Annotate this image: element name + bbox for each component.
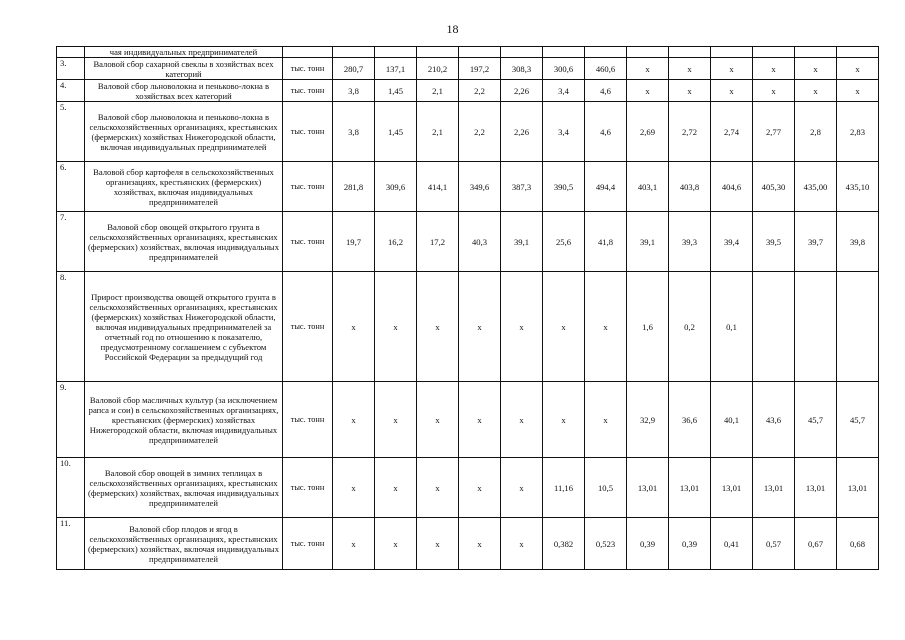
row-value: 494,4 [585, 162, 627, 212]
row-indicator-name: Прирост производства овощей открытого грунта в сельскохозяйственных организациях, крестьянских (фермерских) хозяйствах Нижегородской области, включая индивидуальных предпринимателей за отчетный год по отношению к показателю, предусмотренному соглашением с субъектом Российской Федерации за предыдущий год [85, 272, 283, 382]
row-value: 460,6 [585, 58, 627, 80]
row-value: 2,26 [501, 80, 543, 102]
row-indicator-name: Валовой сбор сахарной свеклы в хозяйствах всех категорий [85, 58, 283, 80]
row-value: 2,26 [501, 102, 543, 162]
row-value: 309,6 [375, 162, 417, 212]
row-value: 41,8 [585, 212, 627, 272]
row-value: 43,6 [753, 382, 795, 458]
continuation-num-cell [57, 47, 85, 58]
row-value: x [333, 518, 375, 570]
row-value: 308,3 [501, 58, 543, 80]
row-value: 405,30 [753, 162, 795, 212]
row-value: 390,5 [543, 162, 585, 212]
row-value: 13,01 [795, 458, 837, 518]
row-value [753, 272, 795, 382]
row-indicator-name: Валовой сбор льноволокна и пеньково-локна в сельскохозяйственных организациях, крестьянских (фермерских) хозяйствах Нижегородской области, включая индивидуальных предпринимателей [85, 102, 283, 162]
row-value: x [417, 272, 459, 382]
row-value: 40,3 [459, 212, 501, 272]
row-value: x [543, 272, 585, 382]
row-indicator-name: Валовой сбор масличных культур (за исключением рапса и сои) в сельскохозяйственных организациях, крестьянских (фермерских) хозяйствах Нижегородской области, включая индивидуальных предпринимателей [85, 382, 283, 458]
row-value: x [333, 458, 375, 518]
row-value: 435,00 [795, 162, 837, 212]
page-number: 18 [446, 22, 459, 36]
row-value: 1,6 [627, 272, 669, 382]
row-value: 4,6 [585, 102, 627, 162]
row-value: 2,77 [753, 102, 795, 162]
row-value: x [501, 518, 543, 570]
row-value: x [795, 80, 837, 102]
row-value: x [417, 382, 459, 458]
table-row [57, 162, 879, 212]
row-value: 403,8 [669, 162, 711, 212]
row-unit: тыс. тонн [283, 162, 333, 212]
row-number: 10. [57, 458, 85, 518]
row-value: 197,2 [459, 58, 501, 80]
row-number: 8. [57, 272, 85, 382]
row-value: 1,45 [375, 80, 417, 102]
row-number: 9. [57, 382, 85, 458]
row-unit: тыс. тонн [283, 212, 333, 272]
row-unit: тыс. тонн [283, 272, 333, 382]
row-unit: тыс. тонн [283, 80, 333, 102]
row-value: x [501, 382, 543, 458]
row-value: 280,7 [333, 58, 375, 80]
table-row [57, 102, 879, 162]
row-value: x [711, 80, 753, 102]
row-value: 2,2 [459, 102, 501, 162]
row-indicator-name: Валовой сбор льноволокна и пеньково-локна в хозяйствах всех категорий [85, 80, 283, 102]
row-value: x [585, 272, 627, 382]
row-value: 10,5 [585, 458, 627, 518]
row-value: 414,1 [417, 162, 459, 212]
row-value: 11,16 [543, 458, 585, 518]
row-unit: тыс. тонн [283, 518, 333, 570]
continuation-name-cell: чая индивидуальных предпринимателей [85, 47, 283, 58]
row-unit: тыс. тонн [283, 458, 333, 518]
row-value: x [711, 58, 753, 80]
row-value: 39,7 [795, 212, 837, 272]
row-unit: тыс. тонн [283, 382, 333, 458]
row-value: 39,3 [669, 212, 711, 272]
row-value: 39,8 [837, 212, 879, 272]
row-value: 2,8 [795, 102, 837, 162]
row-value: x [501, 272, 543, 382]
row-value: x [795, 58, 837, 80]
row-value: x [459, 458, 501, 518]
row-value: x [375, 272, 417, 382]
row-value: x [753, 80, 795, 102]
row-value: x [627, 58, 669, 80]
row-indicator-name: Валовой сбор картофеля в сельскохозяйственных организациях, крестьянских (фермерских) хозяйствах, включая индивидуальных предпринимателей [85, 162, 283, 212]
row-value: 2,72 [669, 102, 711, 162]
row-value: 0,41 [711, 518, 753, 570]
row-value: 2,1 [417, 80, 459, 102]
row-value: 0,67 [795, 518, 837, 570]
row-indicator-name: Валовой сбор плодов и ягод в сельскохозяйственных организациях, крестьянских (фермерских) хозяйствах, включая индивидуальных предпринимателей [85, 518, 283, 570]
row-value: 13,01 [627, 458, 669, 518]
row-value: x [837, 58, 879, 80]
row-value: 3,8 [333, 80, 375, 102]
row-value: 403,1 [627, 162, 669, 212]
continuation-row [57, 47, 879, 58]
row-value: x [669, 80, 711, 102]
table-row [57, 382, 879, 458]
row-value: 210,2 [417, 58, 459, 80]
row-value: 40,1 [711, 382, 753, 458]
table-row [57, 212, 879, 272]
row-value: x [753, 58, 795, 80]
row-value [837, 272, 879, 382]
row-number: 5. [57, 102, 85, 162]
row-value: 45,7 [795, 382, 837, 458]
row-value: 0,2 [669, 272, 711, 382]
row-value: 25,6 [543, 212, 585, 272]
row-value: 2,1 [417, 102, 459, 162]
row-value: 13,01 [753, 458, 795, 518]
row-number: 6. [57, 162, 85, 212]
row-value: 13,01 [669, 458, 711, 518]
row-value: 17,2 [417, 212, 459, 272]
row-value: 16,2 [375, 212, 417, 272]
row-value: 36,6 [669, 382, 711, 458]
row-value: 2,69 [627, 102, 669, 162]
row-value: 2,74 [711, 102, 753, 162]
row-value [795, 272, 837, 382]
row-value: x [543, 382, 585, 458]
row-value: 0,39 [669, 518, 711, 570]
row-value: 13,01 [711, 458, 753, 518]
row-value: 281,8 [333, 162, 375, 212]
row-value: x [417, 518, 459, 570]
row-indicator-name: Валовой сбор овощей открытого грунта в сельскохозяйственных организациях, крестьянских (фермерских) хозяйствах, включая индивидуальных предпринимателей [85, 212, 283, 272]
row-value: 32,9 [627, 382, 669, 458]
row-value: 0,39 [627, 518, 669, 570]
row-value: 39,1 [627, 212, 669, 272]
row-unit: тыс. тонн [283, 102, 333, 162]
row-value: 3,8 [333, 102, 375, 162]
row-number: 3. [57, 58, 85, 80]
row-value: x [375, 458, 417, 518]
continuation-unit-cell [283, 47, 333, 58]
row-number: 4. [57, 80, 85, 102]
table-row [57, 80, 879, 102]
row-value: 404,6 [711, 162, 753, 212]
row-value: x [669, 58, 711, 80]
row-value: 39,1 [501, 212, 543, 272]
row-value: 137,1 [375, 58, 417, 80]
table-row [57, 518, 879, 570]
row-value: x [459, 518, 501, 570]
table-row [57, 458, 879, 518]
row-value: 2,2 [459, 80, 501, 102]
row-value: 0,1 [711, 272, 753, 382]
row-value: x [627, 80, 669, 102]
row-value: 1,45 [375, 102, 417, 162]
row-value: x [375, 382, 417, 458]
row-value: 0,68 [837, 518, 879, 570]
row-value: x [375, 518, 417, 570]
row-value: x [459, 382, 501, 458]
row-value: 0,57 [753, 518, 795, 570]
row-value: 4,6 [585, 80, 627, 102]
indicators-table [56, 46, 879, 570]
row-value: 300,6 [543, 58, 585, 80]
row-number: 7. [57, 212, 85, 272]
row-indicator-name: Валовой сбор овощей в зимних теплицах в сельскохозяйственных организациях, крестьянских (фермерских) хозяйствах, включая индивидуальных предпринимателей [85, 458, 283, 518]
row-value: 387,3 [501, 162, 543, 212]
row-value: 45,7 [837, 382, 879, 458]
row-value: x [837, 80, 879, 102]
row-value: x [417, 458, 459, 518]
row-value: 0,523 [585, 518, 627, 570]
row-value: 3,4 [543, 80, 585, 102]
row-value: 39,5 [753, 212, 795, 272]
row-value: x [459, 272, 501, 382]
row-value: 0,382 [543, 518, 585, 570]
row-value: x [585, 382, 627, 458]
row-number: 11. [57, 518, 85, 570]
row-value: x [501, 458, 543, 518]
row-unit: тыс. тонн [283, 58, 333, 80]
table-row [57, 272, 879, 382]
row-value: 349,6 [459, 162, 501, 212]
row-value: x [333, 272, 375, 382]
row-value: 2,83 [837, 102, 879, 162]
row-value: 39,4 [711, 212, 753, 272]
table-row [57, 58, 879, 80]
row-value: 435,10 [837, 162, 879, 212]
row-value: 13,01 [837, 458, 879, 518]
row-value: x [333, 382, 375, 458]
row-value: 19,7 [333, 212, 375, 272]
row-value: 3,4 [543, 102, 585, 162]
